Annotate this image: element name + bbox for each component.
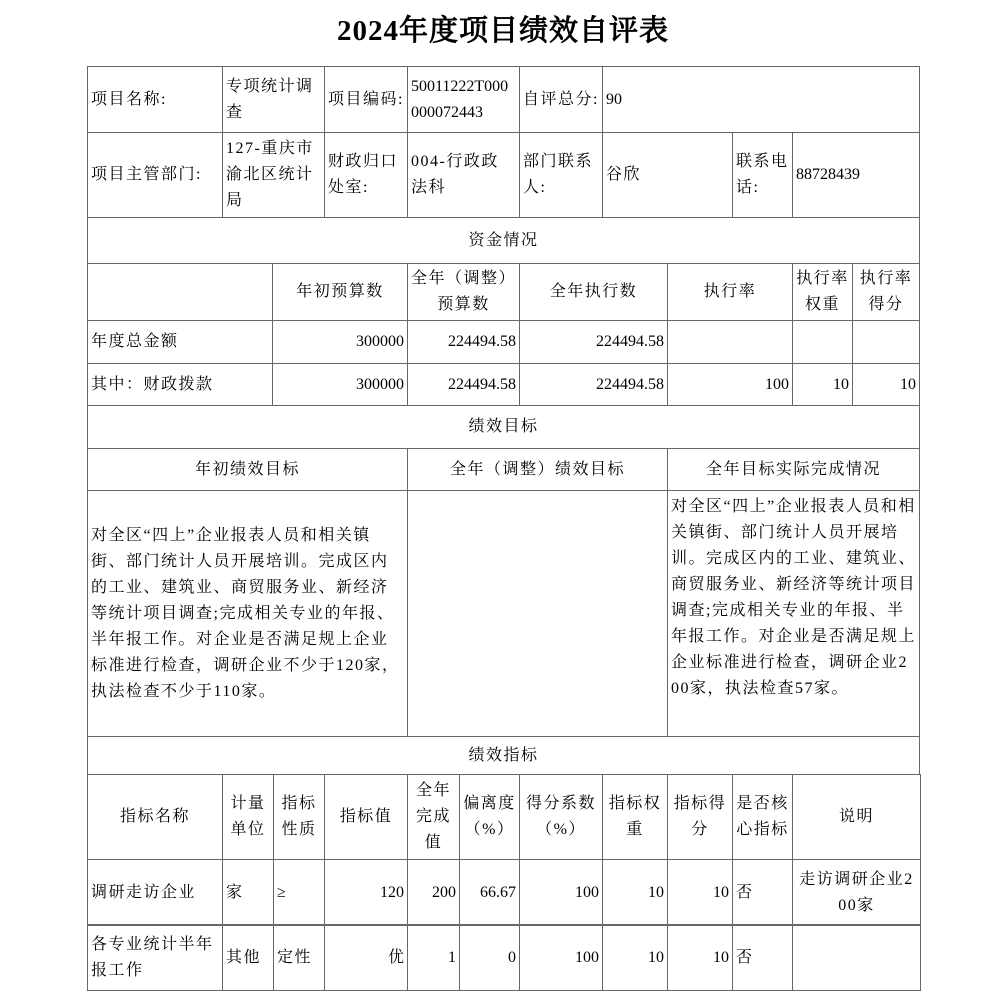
adjusted-goal-text [407,490,668,737]
indicator-cell: 走访调研企业200家 [792,859,921,926]
funds-row-label: 其中：财政拨款 [87,363,273,406]
goals-header: 全年（调整）绩效目标 [407,448,668,491]
indicator-cell: 1 [407,924,460,991]
funds-header: 全年执行数 [519,263,668,321]
indicator-cell: 100 [519,859,603,926]
goals-header: 年初绩效目标 [87,448,408,491]
indicator-cell: 66.67 [459,859,520,926]
funds-header: 执行率得分 [852,263,920,321]
funds-cell: 224494.58 [407,320,520,364]
indicator-cell: 家 [222,859,274,926]
funds-cell: 10 [852,363,920,406]
indicator-cell: 10 [602,859,668,926]
funds-cell [667,320,793,364]
funds-cell: 100 [667,363,793,406]
indicator-cell: 10 [602,924,668,991]
indicators-section-heading: 绩效指标 [87,736,920,775]
indicator-header: 是否核心指标 [732,774,793,860]
funds-header: 执行率 [667,263,793,321]
dept: 127-重庆市渝北区统计局 [222,132,325,218]
funds-cell [792,320,853,364]
funds-section-heading: 资金情况 [87,217,920,264]
finance-office: 004-行政政法科 [407,132,520,218]
funds-header: 执行率权重 [792,263,853,321]
indicator-cell: 调研走访企业 [87,859,223,926]
funds-row-label: 年度总金额 [87,320,273,364]
self-score-label: 自评总分: [519,66,603,133]
funds-header: 年初预算数 [272,263,408,321]
indicator-cell: 10 [667,924,733,991]
indicator-header: 指标得分 [667,774,733,860]
self-score: 90 [602,66,920,133]
indicator-cell: 100 [519,924,603,991]
indicator-header: 指标权重 [602,774,668,860]
indicator-cell: 否 [732,924,793,991]
project-code-label: 项目编码: [324,66,408,133]
indicator-cell: 0 [459,924,520,991]
indicator-header: 说明 [792,774,921,860]
indicator-cell: ≥ [273,859,325,926]
indicator-header: 得分系数（%） [519,774,603,860]
dept-label: 项目主管部门: [87,132,223,218]
indicator-header: 指标值 [324,774,408,860]
funds-cell: 10 [792,363,853,406]
funds-header-blank [87,263,273,321]
phone-label: 联系电话: [732,132,793,218]
indicator-header: 全年完成值 [407,774,460,860]
funds-cell: 224494.58 [407,363,520,406]
project-code: 50011222T000000072443 [407,66,520,133]
indicator-cell: 优 [324,924,408,991]
funds-header: 全年（调整）预算数 [407,263,520,321]
contact: 谷欣 [602,132,733,218]
project-name: 专项统计调查 [222,66,325,133]
goals-header: 全年目标实际完成情况 [667,448,920,491]
indicator-cell: 120 [324,859,408,926]
funds-cell: 224494.58 [519,320,668,364]
finance-office-label: 财政归口处室: [324,132,408,218]
page-title: 2024年度项目绩效自评表 [336,15,669,47]
indicator-cell: 各专业统计半年报工作 [87,924,223,991]
phone: 88728439 [792,132,920,218]
indicator-header: 计量单位 [222,774,274,860]
funds-cell: 224494.58 [519,363,668,406]
indicator-header: 偏离度（%） [459,774,520,860]
goals-section-heading: 绩效目标 [87,405,920,449]
indicator-cell: 10 [667,859,733,926]
project-name-label: 项目名称: [87,66,223,133]
indicator-header: 指标名称 [87,774,223,860]
indicator-cell: 其他 [222,924,274,991]
actual-completion-text: 对全区“四上”企业报表人员和相关镇街、部门统计人员开展培训。完成区内的工业、建筑业、商贸服务业、新经济等统计项目调查;完成相关专业的年报、半年报工作。对企业是否满足规上企业标准进行检查，调研企业200家，执法检查57家。 [667,490,920,737]
initial-goal-text: 对全区“四上”企业报表人员和相关镇街、部门统计人员开展培训。完成区内的工业、建筑业、商贸服务业、新经济等统计项目调查;完成相关专业的年报、半年报工作。对企业是否满足规上企业标准进行检查，调研企业不少于120家，执法检查不少于110家。 [87,490,408,737]
funds-cell [852,320,920,364]
indicator-header: 指标性质 [273,774,325,860]
indicator-cell: 定性 [273,924,325,991]
indicator-cell [792,924,921,991]
contact-label: 部门联系人: [519,132,603,218]
indicator-cell: 200 [407,859,460,926]
funds-cell: 300000 [272,320,408,364]
funds-cell: 300000 [272,363,408,406]
indicator-cell: 否 [732,859,793,926]
